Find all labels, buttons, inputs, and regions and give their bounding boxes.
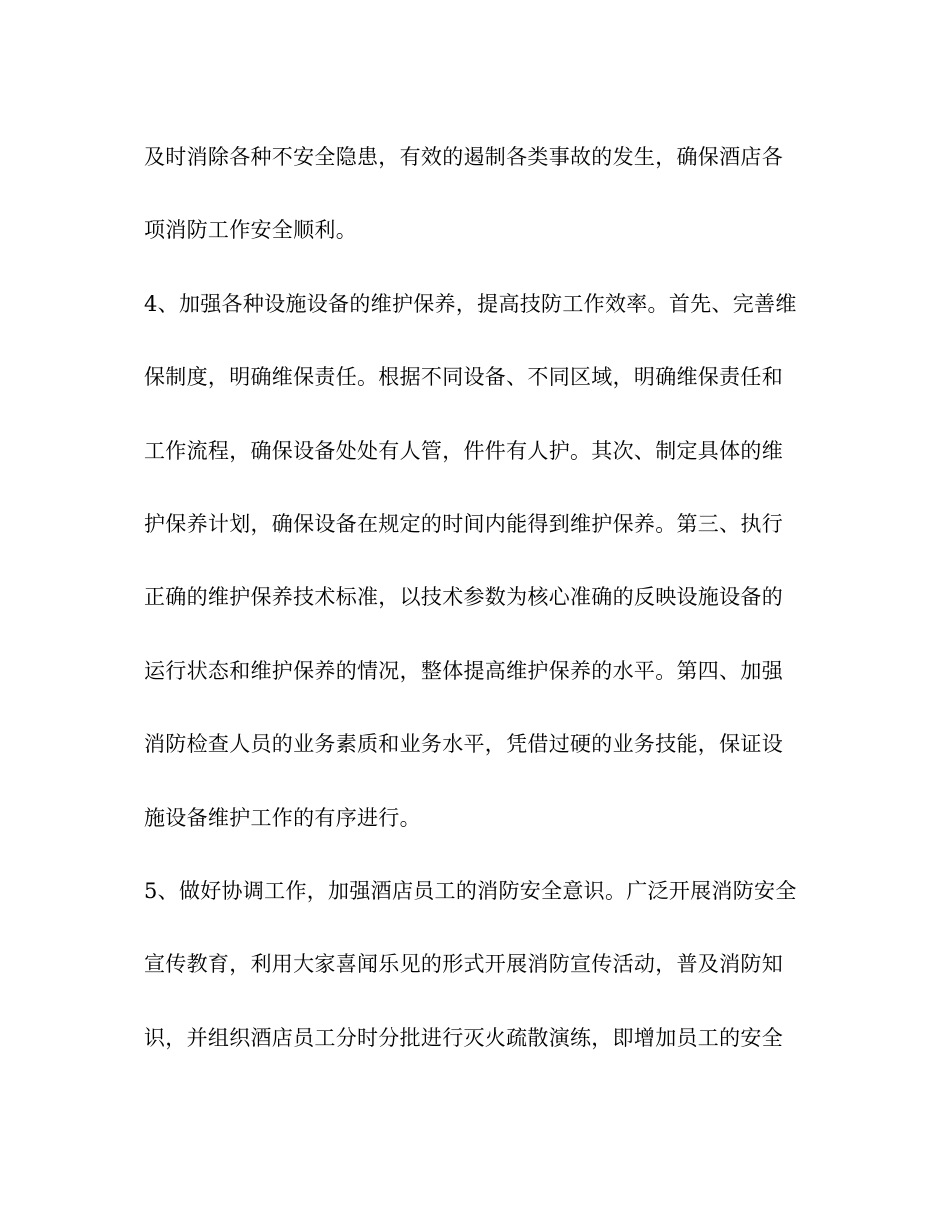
text-line: 5、做好协调工作，加强酒店员工的消防安全意识。广泛开展消防安全 xyxy=(144,878,797,903)
text-line: 项消防工作安全顺利。 xyxy=(144,218,357,243)
text-line: 施设备维护工作的有序进行。 xyxy=(144,805,421,830)
text-line: 识，并组织酒店员工分时分批进行灭火疏散演练，即增加员工的安全 xyxy=(144,1025,783,1050)
body-text xyxy=(144,139,824,1093)
text-line: 运行状态和维护保养的情况，整体提高维护保养的水平。第四、加强 xyxy=(144,658,783,683)
text-line: 及时消除各种不安全隐患，有效的遏制各类事故的发生，确保酒店各 xyxy=(144,145,783,169)
text-line: 消防检查人员的业务素质和业务水平，凭借过硬的业务技能，保证设 xyxy=(144,732,783,757)
text-line: 正确的维护保养技术标准，以技术参数为核心准确的反映设施设备的 xyxy=(144,585,783,610)
text-line: 宣传教育，利用大家喜闻乐见的形式开展消防宣传活动，普及消防知 xyxy=(144,952,783,977)
text-line: 工作流程，确保设备处处有人管，件件有人护。其次、制定具体的维 xyxy=(144,438,783,463)
text-line: 护保养计划，确保设备在规定的时间内能得到维护保养。第三、执行 xyxy=(144,511,783,536)
text-line: 4、加强各种设施设备的维护保养，提高技防工作效率。首先、完善维 xyxy=(144,291,797,316)
text-line: 保制度，明确维保责任。根据不同设备、不同区域，明确维保责任和 xyxy=(144,365,783,390)
